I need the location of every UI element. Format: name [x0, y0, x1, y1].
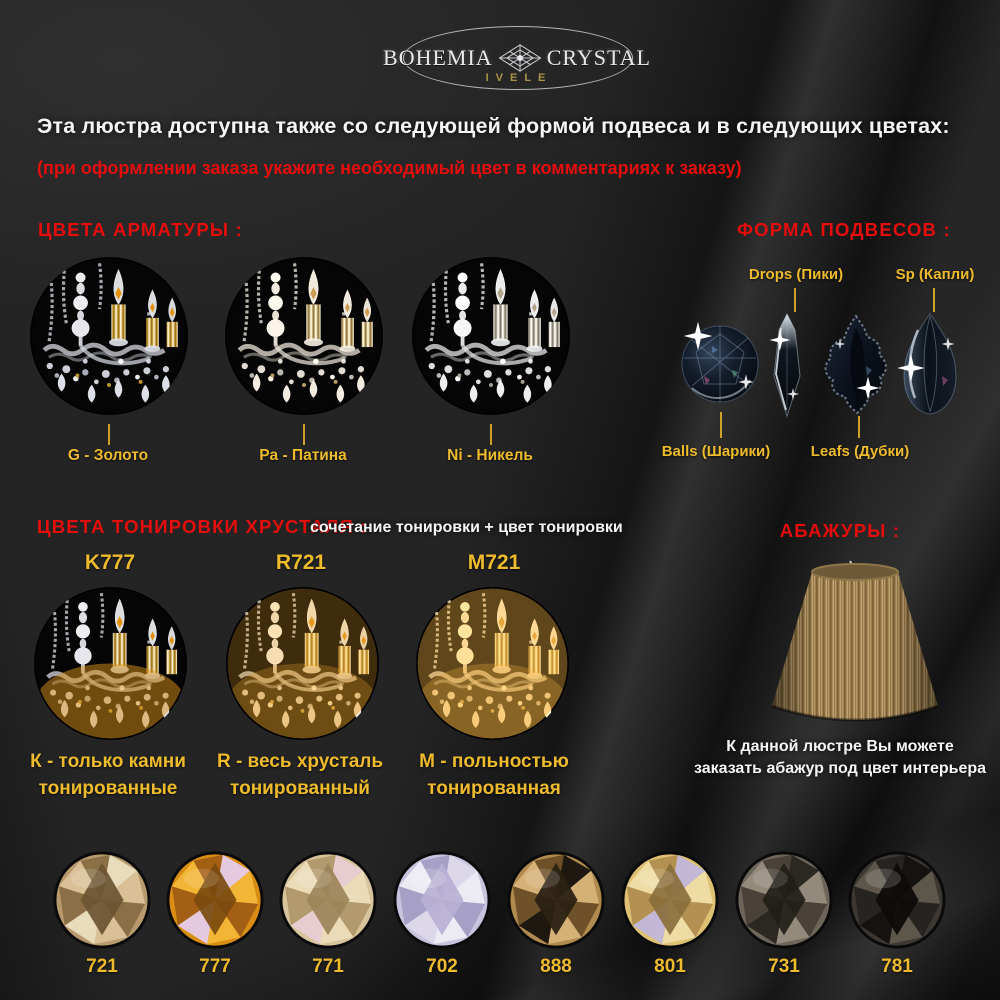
crystal-stone-801 — [621, 851, 719, 949]
brand-logo — [383, 43, 651, 73]
crystal-stone-781 — [848, 851, 946, 949]
pendant-label-balls: Balls (Шарики) — [661, 443, 771, 460]
tint-photo-k777 — [34, 587, 187, 740]
pendant-shapes-heading: ФОРМА ПОДВЕСОВ : — [737, 219, 951, 240]
pendant-label-leafs: Leafs (Дубки) — [810, 443, 910, 460]
pendant-label-drops: Drops (Пики) — [748, 266, 844, 283]
connector-line — [720, 412, 722, 438]
stone-code-771: 771 — [312, 956, 344, 977]
crystal-stone-702 — [393, 851, 491, 949]
fixture-label-patina: Pa - Патина — [259, 447, 347, 464]
connector-line — [490, 424, 492, 445]
fixture-photo-patina — [225, 257, 383, 415]
tint-caption-r-line2: тонированный — [230, 778, 370, 799]
tint-caption-m-line2: тонированная — [427, 778, 561, 799]
brand-right-text: CRYSTAL — [546, 45, 651, 70]
fixture-colors-heading: ЦВЕТА АРМАТУРЫ : — [38, 219, 243, 240]
tint-code-m721: M721 — [467, 551, 521, 574]
lampshade-image — [768, 556, 942, 726]
tint-caption-k — [30, 748, 186, 802]
tint-caption-m — [419, 748, 569, 802]
stone-code-777: 777 — [199, 956, 231, 977]
tint-caption-k-line1: К - только камни — [30, 751, 186, 772]
tint-photo-m721 — [416, 587, 569, 740]
crystal-ornament-icon — [498, 43, 542, 73]
tint-photo-r721 — [226, 587, 379, 740]
crystal-stone-731 — [735, 851, 833, 949]
pendant-shapes-image — [660, 306, 980, 424]
tinting-subtitle: сочетание тонировки + цвет тонировки — [310, 519, 623, 536]
brand-subtitle: IVELE — [485, 72, 553, 84]
crystal-stone-888 — [507, 851, 605, 949]
stone-code-801: 801 — [654, 956, 686, 977]
intro-line: Эта люстра доступна также со следующей формой подвеса и в следующих цветах: — [37, 114, 950, 138]
stone-code-731: 731 — [768, 956, 800, 977]
tint-code-k777: K777 — [84, 551, 136, 574]
connector-line — [303, 424, 305, 445]
fixture-label-gold: G - Золото — [67, 447, 149, 464]
order-note-line: (при оформлении заказа укажите необходимый цвет в комментариях к заказу) — [37, 158, 742, 178]
connector-line — [108, 424, 110, 445]
fixture-photo-nickel — [412, 257, 570, 415]
connector-line — [858, 416, 860, 438]
tint-caption-k-line2: тонированные — [38, 778, 178, 799]
crystal-stone-771 — [279, 851, 377, 949]
brand-left-text: BOHEMIA — [383, 45, 493, 70]
fixture-label-nickel: Ni - Никель — [447, 447, 533, 464]
stone-code-702: 702 — [426, 956, 458, 977]
tint-code-r721: R721 — [275, 551, 327, 574]
tinting-heading: ЦВЕТА ТОНИРОВКИ ХРУСТАЛЯ : — [37, 516, 368, 537]
tint-caption-r — [217, 748, 383, 802]
stone-code-781: 781 — [881, 956, 913, 977]
stone-code-888: 888 — [540, 956, 572, 977]
lampshade-caption — [694, 736, 986, 780]
tint-caption-r-line1: R - весь хрусталь — [216, 751, 384, 772]
tint-caption-m-line1: М - польностью — [419, 751, 569, 772]
crystal-stone-721 — [53, 851, 151, 949]
crystal-stone-777 — [166, 851, 264, 949]
lampshade-caption-line2: заказать абажур под цвет интерьера — [693, 760, 987, 777]
lampshades-heading: АБАЖУРЫ : — [779, 520, 901, 541]
lampshade-caption-line1: К данной люстре Вы можете — [726, 738, 954, 755]
pendant-label-sp: Sp (Капли) — [895, 266, 975, 283]
fixture-photo-gold — [30, 257, 188, 415]
stone-code-721: 721 — [86, 956, 118, 977]
